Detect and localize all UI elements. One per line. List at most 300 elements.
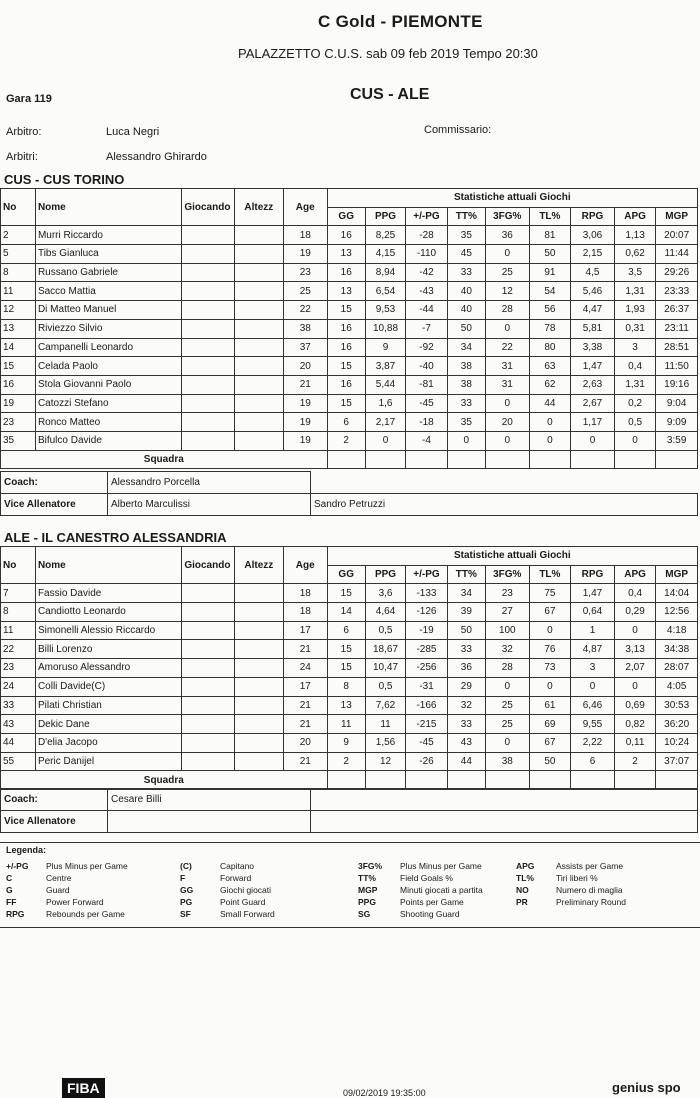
stat-cell <box>485 450 529 469</box>
player-name: Simonelli Alessio Riccardo <box>35 621 181 640</box>
stat-cell <box>614 771 656 790</box>
stat-cell: 3,38 <box>571 338 615 357</box>
giocando-cell <box>182 621 234 640</box>
stat-cell: 16 <box>327 226 365 245</box>
stat-cell: 0,11 <box>614 733 656 752</box>
player-age: 20 <box>283 357 327 376</box>
stat-cell: 8,94 <box>365 263 405 282</box>
player-number: 55 <box>1 752 36 771</box>
team2-staff <box>0 788 698 833</box>
stat-cell: 63 <box>529 357 571 376</box>
legend-entry <box>180 873 251 883</box>
stat-cell: 3:59 <box>656 431 698 450</box>
stat-cell: 29 <box>447 677 485 696</box>
altezza-cell <box>234 696 283 715</box>
legend-desc: Guard <box>46 885 70 895</box>
stats-group-header: Statistiche attuali Giochi <box>327 547 697 566</box>
legend-abbr: 3FG% <box>358 861 383 871</box>
table-row <box>1 640 698 659</box>
altezza-cell <box>234 226 283 245</box>
stat-cell: 44 <box>447 752 485 771</box>
stat-cell: 16 <box>327 319 365 338</box>
stat-cell: 14:04 <box>656 584 698 603</box>
altezza-cell <box>234 282 283 301</box>
col-header-gg: GG <box>327 207 365 226</box>
stat-cell: 67 <box>529 733 571 752</box>
giocando-cell <box>182 319 234 338</box>
giocando-cell <box>182 733 234 752</box>
table-row <box>1 357 698 376</box>
team1-roster-table <box>0 188 698 469</box>
player-name: Ronco Matteo <box>35 413 181 432</box>
game-number: Gara 119 <box>6 93 52 105</box>
player-age: 37 <box>283 338 327 357</box>
player-number: 23 <box>1 659 36 678</box>
stat-cell: 0 <box>485 245 529 264</box>
giocando-cell <box>182 431 234 450</box>
stat-cell: 11 <box>365 715 405 734</box>
stat-cell: 6 <box>327 413 365 432</box>
player-age: 18 <box>283 584 327 603</box>
stat-cell: -215 <box>406 715 448 734</box>
stat-cell <box>406 450 448 469</box>
altezza-cell <box>234 319 283 338</box>
stat-cell: -18 <box>406 413 448 432</box>
stat-cell: 0 <box>485 319 529 338</box>
stat-cell: 36 <box>485 226 529 245</box>
vice-name: Alberto Marculissi <box>108 494 311 516</box>
stat-cell: 2,67 <box>571 394 615 413</box>
stat-cell: 38 <box>447 357 485 376</box>
table-row <box>1 301 698 320</box>
player-name: Sacco Mattia <box>35 282 181 301</box>
stat-cell: 0 <box>529 677 571 696</box>
player-age: 17 <box>283 621 327 640</box>
legend-abbr: NO <box>516 885 529 895</box>
player-age: 21 <box>283 715 327 734</box>
legend-entry <box>516 885 623 895</box>
stat-cell: -40 <box>406 357 448 376</box>
col-header-mgp: MGP <box>656 207 698 226</box>
table-row <box>1 413 698 432</box>
player-name: Russano Gabriele <box>35 263 181 282</box>
stat-cell: 6 <box>571 752 615 771</box>
legend-entry <box>358 885 483 895</box>
player-name: Candiotto Leonardo <box>35 603 181 622</box>
stat-cell: 25 <box>485 696 529 715</box>
legend-desc: Small Forward <box>220 909 275 919</box>
legend-abbr: TT% <box>358 873 376 883</box>
stat-cell: 0,31 <box>614 319 656 338</box>
legend-entry <box>180 909 275 919</box>
legend-desc: Centre <box>46 873 72 883</box>
stats-group-header: Statistiche attuali Giochi <box>327 189 697 208</box>
stat-cell: 2,15 <box>571 245 615 264</box>
stat-cell: 9:04 <box>656 394 698 413</box>
stat-cell: -45 <box>406 733 448 752</box>
col-header-apg: APG <box>614 207 656 226</box>
player-age: 19 <box>283 245 327 264</box>
player-name: Billi Lorenzo <box>35 640 181 659</box>
stat-cell: 10,88 <box>365 319 405 338</box>
giocando-cell <box>182 282 234 301</box>
stat-cell: 2,63 <box>571 375 615 394</box>
stat-cell: -110 <box>406 245 448 264</box>
player-name: Catozzi Stefano <box>35 394 181 413</box>
legend-abbr: F <box>180 873 186 883</box>
player-name: Murri Riccardo <box>35 226 181 245</box>
legend <box>0 842 700 928</box>
altezza-cell <box>234 394 283 413</box>
legend-abbr: (C) <box>180 861 192 871</box>
team2-roster-table <box>0 546 698 790</box>
stat-cell: 0 <box>485 733 529 752</box>
genius-sports-logo: genius spo <box>612 1080 681 1095</box>
legend-abbr: GG <box>180 885 194 895</box>
stat-cell: 12:56 <box>656 603 698 622</box>
stat-cell: 2,22 <box>571 733 615 752</box>
stat-cell: 34 <box>447 338 485 357</box>
col-header-mgp: MGP <box>656 565 698 584</box>
stat-cell: -166 <box>406 696 448 715</box>
stat-cell: 0 <box>485 431 529 450</box>
stat-cell: 6,46 <box>571 696 615 715</box>
stat-cell: 75 <box>529 584 571 603</box>
stat-cell: 23:33 <box>656 282 698 301</box>
stat-cell: 4:18 <box>656 621 698 640</box>
legend-desc: Field Goals % <box>400 873 453 883</box>
coach-label: Coach: <box>1 789 108 811</box>
stat-cell: -7 <box>406 319 448 338</box>
stat-cell <box>656 771 698 790</box>
col-header-tt: TT% <box>447 565 485 584</box>
altezza-cell <box>234 715 283 734</box>
player-number: 11 <box>1 621 36 640</box>
stat-cell: -26 <box>406 752 448 771</box>
legend-desc: Shooting Guard <box>400 909 460 919</box>
legend-entry <box>6 909 125 919</box>
legend-entry <box>358 897 464 907</box>
legend-entry <box>6 897 104 907</box>
team1-title: CUS - CUS TORINO <box>4 172 125 187</box>
legend-desc: Assists per Game <box>556 861 624 871</box>
altezza-cell <box>234 584 283 603</box>
stat-cell: 0,4 <box>614 357 656 376</box>
stat-cell: 13 <box>327 282 365 301</box>
giocando-cell <box>182 659 234 678</box>
legend-abbr: SG <box>358 909 371 919</box>
stat-cell: 0 <box>614 621 656 640</box>
stat-cell: 8,25 <box>365 226 405 245</box>
altezza-cell <box>234 263 283 282</box>
stat-cell <box>365 771 405 790</box>
giocando-cell <box>182 752 234 771</box>
stat-cell: 81 <box>529 226 571 245</box>
stat-cell: 1,13 <box>614 226 656 245</box>
championship-title: C Gold - PIEMONTE <box>318 12 483 31</box>
stat-cell <box>614 450 656 469</box>
stat-cell <box>406 771 448 790</box>
stat-cell: -4 <box>406 431 448 450</box>
stat-cell <box>656 450 698 469</box>
player-number: 7 <box>1 584 36 603</box>
stat-cell: 2 <box>614 752 656 771</box>
table-row <box>1 375 698 394</box>
stat-cell: 8 <box>327 677 365 696</box>
commissario-label: Commissario: <box>424 124 492 136</box>
col-header-giocando: Giocando <box>182 189 234 226</box>
stat-cell: 5,46 <box>571 282 615 301</box>
stat-cell: 3,87 <box>365 357 405 376</box>
stat-cell: 20:07 <box>656 226 698 245</box>
stat-cell: 4,64 <box>365 603 405 622</box>
stat-cell: 50 <box>447 621 485 640</box>
giocando-cell <box>182 301 234 320</box>
stat-cell: 0 <box>529 621 571 640</box>
stat-cell: 100 <box>485 621 529 640</box>
stat-cell: 6 <box>327 621 365 640</box>
stat-cell: 29:26 <box>656 263 698 282</box>
player-name: Peric Danijel <box>35 752 181 771</box>
stat-cell: 15 <box>327 301 365 320</box>
player-name: Di Matteo Manuel <box>35 301 181 320</box>
giocando-cell <box>182 603 234 622</box>
stat-cell: 33 <box>447 640 485 659</box>
col-header-altezz: Altezz <box>234 189 283 226</box>
table-row <box>1 319 698 338</box>
stat-cell: 40 <box>447 301 485 320</box>
altezza-cell <box>234 733 283 752</box>
stat-cell: 0,5 <box>614 413 656 432</box>
legend-desc: Minuti giocati a partita <box>400 885 483 895</box>
stat-cell: 16 <box>327 263 365 282</box>
fiba-logo: FIBA <box>62 1078 105 1098</box>
player-age: 21 <box>283 696 327 715</box>
legend-entry <box>180 861 254 871</box>
altezza-cell <box>234 603 283 622</box>
legend-abbr: MGP <box>358 885 378 895</box>
team1-staff <box>0 471 698 516</box>
stat-cell: 0 <box>614 677 656 696</box>
giocando-cell <box>182 226 234 245</box>
legend-abbr: SF <box>180 909 191 919</box>
player-number: 13 <box>1 319 36 338</box>
stat-cell: 2,17 <box>365 413 405 432</box>
stat-cell: -43 <box>406 282 448 301</box>
giocando-cell <box>182 584 234 603</box>
stat-cell: 38 <box>485 752 529 771</box>
stat-cell: 78 <box>529 319 571 338</box>
stat-cell: 76 <box>529 640 571 659</box>
stat-cell: 0,29 <box>614 603 656 622</box>
stat-cell: 32 <box>485 640 529 659</box>
stat-cell: 19:16 <box>656 375 698 394</box>
legend-abbr: APG <box>516 861 535 871</box>
player-age: 23 <box>283 263 327 282</box>
stat-cell: 0,2 <box>614 394 656 413</box>
col-header-tl: TL% <box>529 207 571 226</box>
stat-cell: 31 <box>485 375 529 394</box>
stat-cell: 91 <box>529 263 571 282</box>
team2-title: ALE - IL CANESTRO ALESSANDRIA <box>4 530 227 545</box>
stat-cell: 9,55 <box>571 715 615 734</box>
stat-cell: 50 <box>447 319 485 338</box>
table-row <box>1 752 698 771</box>
player-name: Stola Giovanni Paolo <box>35 375 181 394</box>
stat-cell: 18,67 <box>365 640 405 659</box>
stat-cell: 0,5 <box>365 677 405 696</box>
legend-desc: Points per Game <box>400 897 464 907</box>
stat-cell <box>529 771 571 790</box>
table-row <box>1 621 698 640</box>
vice-label: Vice Allenatore <box>1 494 108 516</box>
stat-cell: 11:50 <box>656 357 698 376</box>
table-row <box>1 338 698 357</box>
stat-cell: 5,44 <box>365 375 405 394</box>
player-name: Colli Davide(C) <box>35 677 181 696</box>
stat-cell: 4,87 <box>571 640 615 659</box>
table-row <box>1 226 698 245</box>
stat-cell: 62 <box>529 375 571 394</box>
stat-cell: 61 <box>529 696 571 715</box>
stat-cell: 0 <box>447 431 485 450</box>
stat-cell: 1,6 <box>365 394 405 413</box>
legend-entry <box>6 873 72 883</box>
stat-cell: 1,47 <box>571 357 615 376</box>
legend-abbr: RPG <box>6 909 25 919</box>
player-age: 38 <box>283 319 327 338</box>
stat-cell: -44 <box>406 301 448 320</box>
table-row <box>1 696 698 715</box>
stat-cell: 9,53 <box>365 301 405 320</box>
match-title: CUS - ALE <box>350 86 430 103</box>
table-row <box>1 584 698 603</box>
stat-cell: 11 <box>327 715 365 734</box>
col-header-rpg: RPG <box>571 207 615 226</box>
altezza-cell <box>234 677 283 696</box>
arbitro-label: Arbitro: <box>6 126 42 138</box>
player-name: D'elia Jacopo <box>35 733 181 752</box>
stat-cell: -42 <box>406 263 448 282</box>
stat-cell: 9 <box>327 733 365 752</box>
legend-entry <box>358 909 460 919</box>
stat-cell: 69 <box>529 715 571 734</box>
stat-cell: 16 <box>327 375 365 394</box>
legend-desc: Numero di maglia <box>556 885 623 895</box>
player-number: 8 <box>1 263 36 282</box>
altezza-cell <box>234 752 283 771</box>
legend-desc: Power Forward <box>46 897 104 907</box>
stat-cell: 9 <box>365 338 405 357</box>
legend-entry <box>516 861 623 871</box>
legend-desc: Tiri liberi % <box>556 873 598 883</box>
legend-entry <box>6 861 128 871</box>
stat-cell: 20 <box>485 413 529 432</box>
player-name: Bifulco Davide <box>35 431 181 450</box>
stat-cell: 15 <box>327 394 365 413</box>
legend-entry <box>180 885 271 895</box>
table-row <box>1 263 698 282</box>
player-number: 19 <box>1 394 36 413</box>
col-header-no: No <box>1 189 36 226</box>
legend-entry <box>516 897 626 907</box>
stat-cell: 35 <box>447 226 485 245</box>
player-age: 18 <box>283 603 327 622</box>
stat-cell: 5,81 <box>571 319 615 338</box>
table-row <box>1 677 698 696</box>
stat-cell: 40 <box>447 282 485 301</box>
stat-cell: 10:24 <box>656 733 698 752</box>
stat-cell: 11:44 <box>656 245 698 264</box>
stat-cell: 34 <box>447 584 485 603</box>
player-name: Fassio Davide <box>35 584 181 603</box>
col-header-3fg: 3FG% <box>485 565 529 584</box>
stat-cell: 3 <box>571 659 615 678</box>
stat-cell: 3,06 <box>571 226 615 245</box>
stat-cell: 37:07 <box>656 752 698 771</box>
stat-cell <box>327 771 365 790</box>
stat-cell: 1,56 <box>365 733 405 752</box>
stat-cell: 14 <box>327 603 365 622</box>
stat-cell: 1,93 <box>614 301 656 320</box>
player-name: Dekic Dane <box>35 715 181 734</box>
table-row <box>1 715 698 734</box>
altezza-cell <box>234 659 283 678</box>
giocando-cell <box>182 338 234 357</box>
stat-cell: 34:38 <box>656 640 698 659</box>
player-number: 24 <box>1 677 36 696</box>
player-age: 22 <box>283 301 327 320</box>
col-header-name: Nome <box>35 547 181 584</box>
player-name: Amoruso Alessandro <box>35 659 181 678</box>
legend-entry <box>180 897 265 907</box>
altezza-cell <box>234 640 283 659</box>
col-header-ppg: PPG <box>365 565 405 584</box>
legend-desc: Capitano <box>220 861 255 871</box>
stat-cell: 15 <box>327 659 365 678</box>
col-header-rpg: RPG <box>571 565 615 584</box>
stat-cell: 6,54 <box>365 282 405 301</box>
stat-cell: 9:09 <box>656 413 698 432</box>
stat-cell: 1,47 <box>571 584 615 603</box>
stat-cell: 0,62 <box>614 245 656 264</box>
stat-cell: -126 <box>406 603 448 622</box>
legend-desc: Preliminary Round <box>556 897 626 907</box>
arbitri-name: Alessandro Ghirardo <box>106 151 207 163</box>
giocando-cell <box>182 245 234 264</box>
stat-cell: 0 <box>614 431 656 450</box>
arbitri-label: Arbitri: <box>6 151 38 163</box>
legend-abbr: PR <box>516 897 528 907</box>
altezza-cell <box>234 245 283 264</box>
col-header-altezz: Altezz <box>234 547 283 584</box>
stat-cell: 0,5 <box>365 621 405 640</box>
stat-cell: 4,5 <box>571 263 615 282</box>
col-header-no: No <box>1 547 36 584</box>
col-header-tt: TT% <box>447 207 485 226</box>
player-age: 21 <box>283 375 327 394</box>
stat-cell: -285 <box>406 640 448 659</box>
player-number: 44 <box>1 733 36 752</box>
stat-cell: 28:07 <box>656 659 698 678</box>
stat-cell: -81 <box>406 375 448 394</box>
player-number: 43 <box>1 715 36 734</box>
legend-desc: Rebounds per Game <box>46 909 125 919</box>
stat-cell: 2,07 <box>614 659 656 678</box>
stat-cell: 0 <box>571 677 615 696</box>
stat-cell: 28 <box>485 659 529 678</box>
player-age: 24 <box>283 659 327 678</box>
